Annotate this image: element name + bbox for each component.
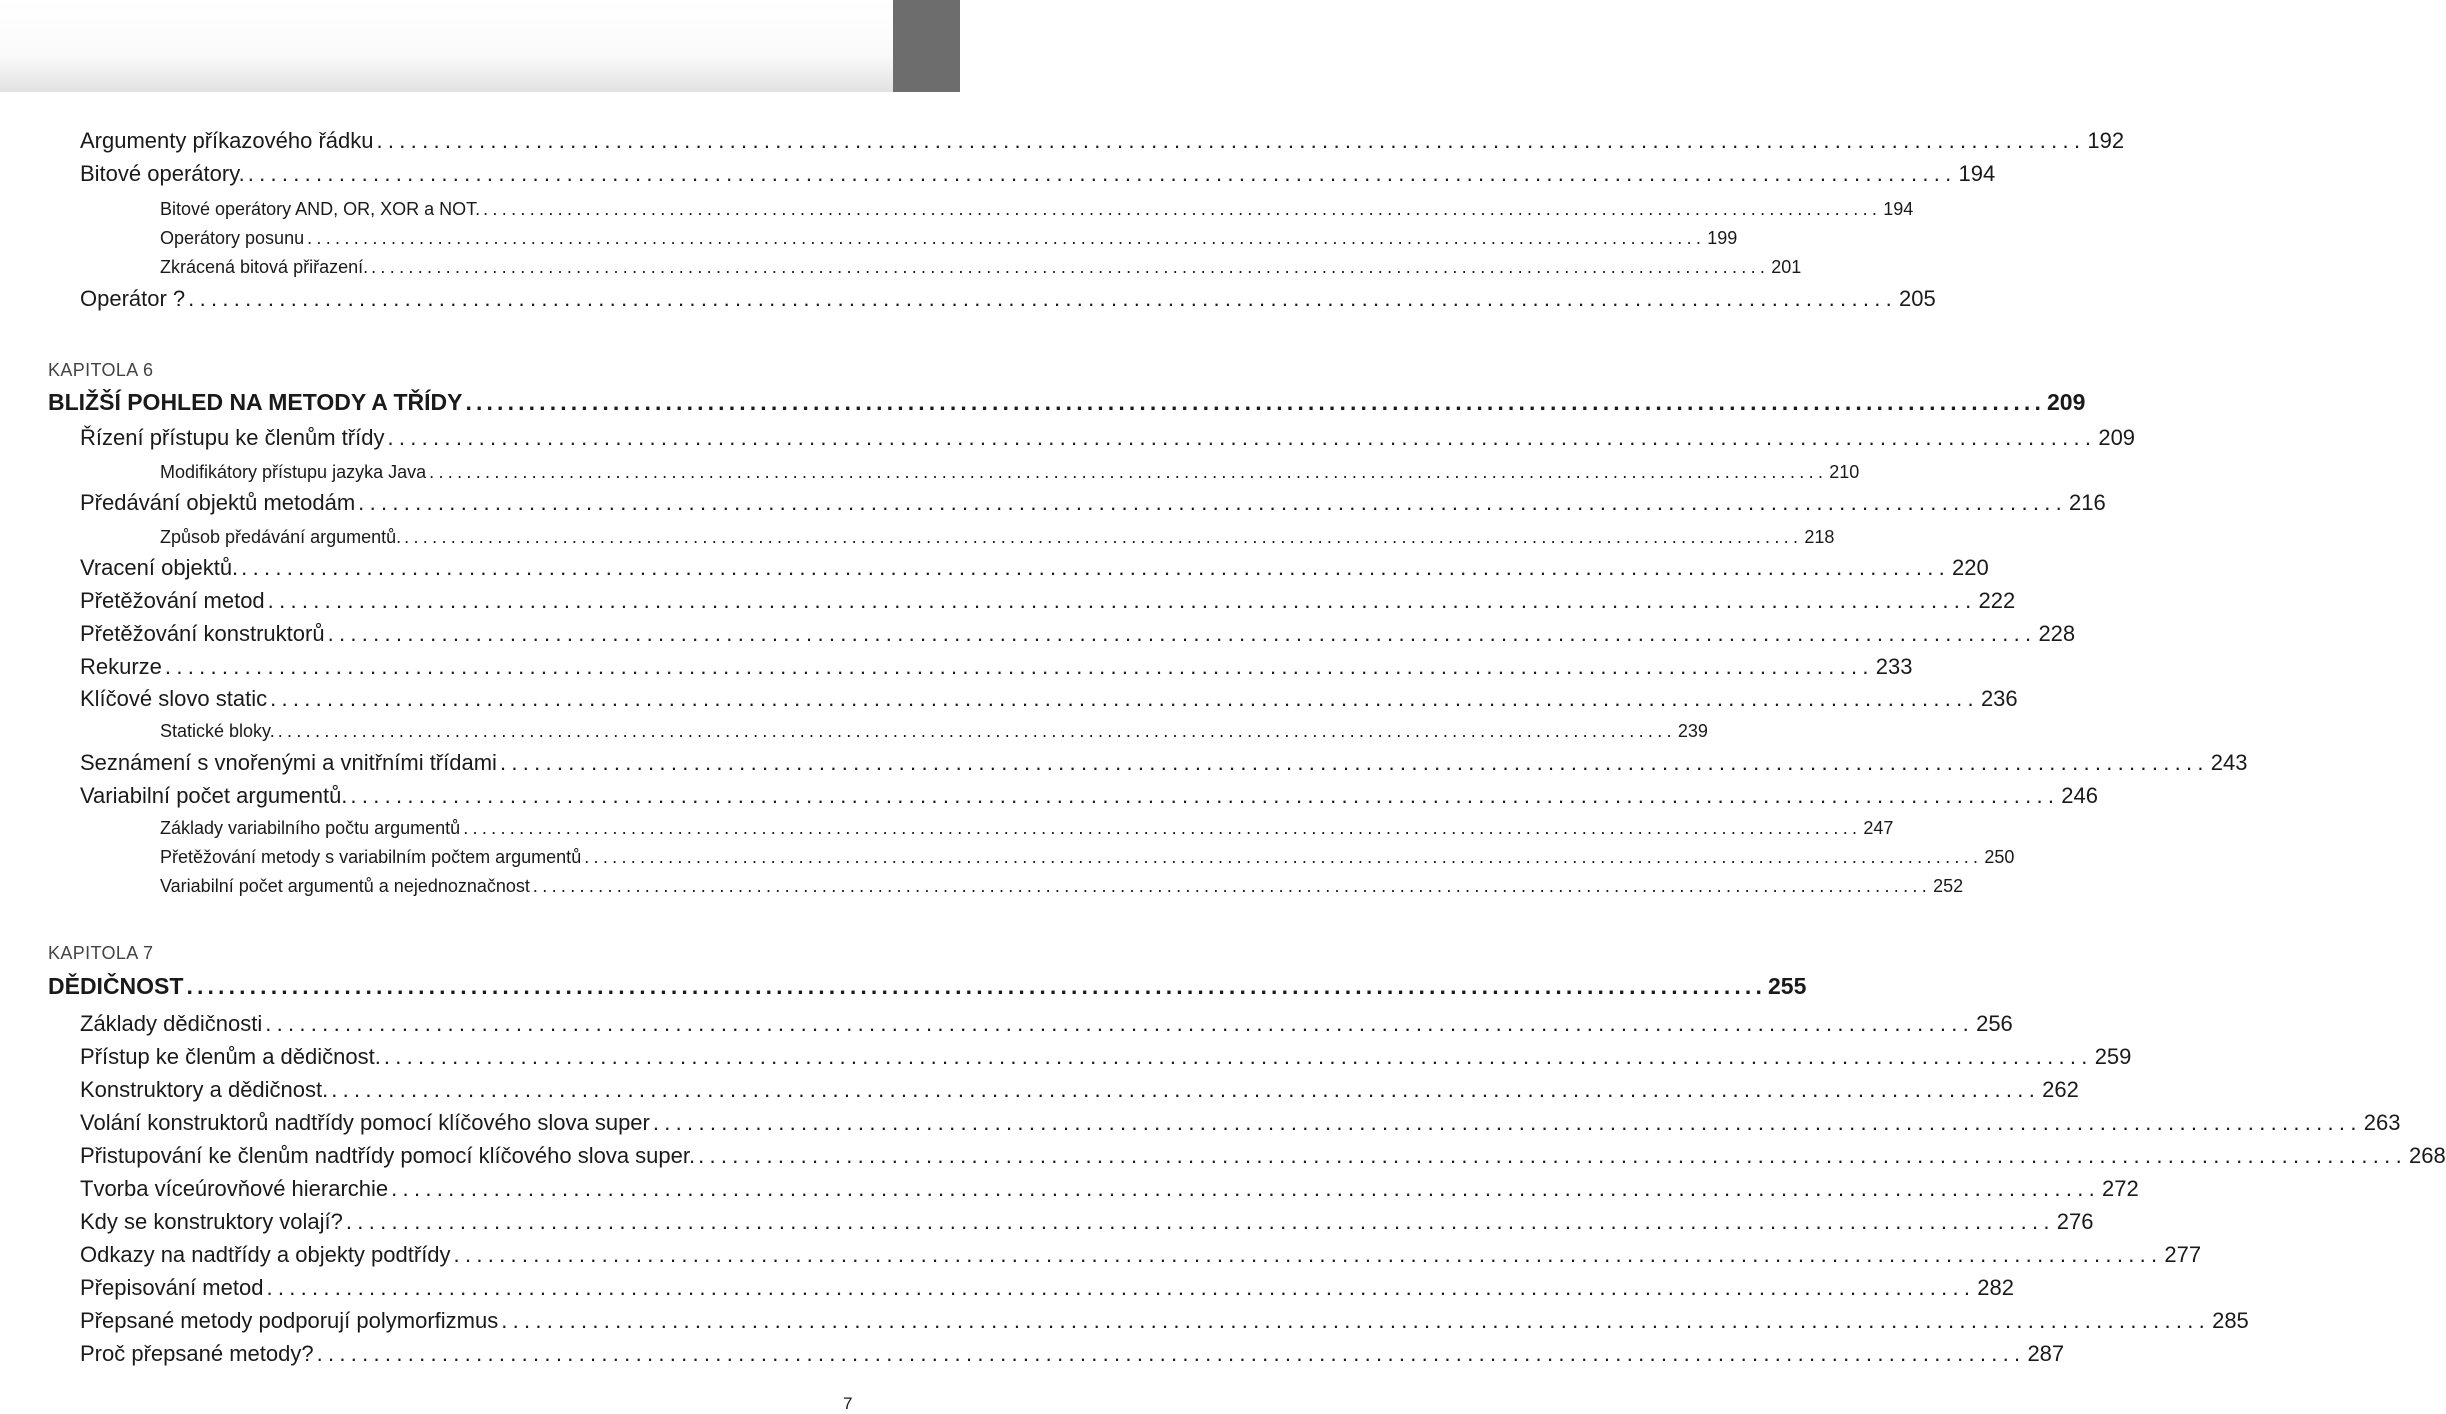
toc-entry-page: 216 — [2069, 490, 2106, 515]
toc-entry-page: 194 — [1883, 199, 1914, 219]
page-header-band — [0, 0, 960, 92]
toc-entry[interactable] — [80, 425, 2136, 451]
dot-leader: ...................................................................................................................................................... — [584, 847, 1983, 867]
dot-leader: ...................................................................................................................................................... — [501, 1308, 2211, 1333]
toc-entry-page: 201 — [1771, 257, 1802, 277]
toc-entry-title: Tvorba víceúrovňové hierarchie — [80, 1176, 389, 1201]
toc-entry-title: Statické bloky. — [160, 721, 275, 741]
toc-entry[interactable] — [80, 1176, 2139, 1202]
toc-subentry[interactable] — [160, 876, 1964, 897]
toc-subentry[interactable] — [160, 228, 1738, 249]
dot-leader: ...................................................................................................................................................... — [429, 462, 1828, 482]
toc-entry-title: Rekurze — [80, 654, 162, 679]
toc-subentry[interactable] — [160, 199, 1914, 220]
toc-entry[interactable] — [80, 654, 1913, 680]
toc-entry[interactable] — [80, 1308, 2249, 1334]
toc-entry[interactable] — [80, 1341, 2065, 1367]
dot-leader: ...................................................................................................................................................... — [316, 1341, 2026, 1366]
toc-entry-page: 220 — [1952, 555, 1989, 580]
toc-entry-title: Řízení přístupu ke členům třídy — [80, 425, 385, 450]
toc-entry-title: Variabilní počet argumentů a nejednoznačnost — [160, 876, 530, 896]
toc-entry[interactable] — [80, 783, 2098, 809]
dot-leader: ...................................................................................................................................................... — [453, 1242, 2163, 1267]
toc-entry-title: Bitové operátory. — [80, 161, 245, 186]
toc-entry-page: 205 — [1899, 286, 1936, 311]
toc-entry-title: Modifikátory přístupu jazyka Java — [160, 462, 427, 482]
dot-leader: ...................................................................................................................................................... — [331, 1077, 2041, 1102]
toc-entry-page: 247 — [1863, 818, 1894, 838]
toc-entry-title: Proč přepsané metody? — [80, 1341, 314, 1366]
dot-leader: ...................................................................................................................................................... — [164, 654, 1874, 679]
dot-leader: ...................................................................................................................................................... — [266, 1275, 1976, 1300]
chapter-title-entry[interactable] — [48, 389, 2086, 416]
toc-entry-title: Základy variabilního počtu argumentů — [160, 818, 461, 838]
toc-entry[interactable] — [80, 750, 2248, 776]
dot-leader: ...................................................................................................................................................... — [327, 621, 2037, 646]
toc-entry-title: Zkrácená bitová přiřazení. — [160, 257, 369, 277]
toc-entry-page: 199 — [1707, 228, 1738, 248]
toc-entry[interactable] — [80, 128, 2125, 154]
toc-entry[interactable] — [80, 1011, 2013, 1037]
toc-entry-page: 228 — [2038, 621, 2076, 646]
toc-entry-title: Způsob předávání argumentů. — [160, 527, 402, 547]
toc-subentry[interactable] — [160, 462, 1860, 483]
toc-entry-title: Bitové operátory AND, OR, XOR a NOT. — [160, 199, 481, 219]
dot-leader: ...................................................................................................................................................... — [358, 490, 2068, 515]
toc-entry-page: 246 — [2061, 783, 2098, 808]
chapter-page: 209 — [2046, 389, 2086, 415]
toc-entry-page: 263 — [2363, 1110, 2401, 1135]
toc-entry-page: 282 — [1977, 1275, 2015, 1300]
dot-leader: ...................................................................................................................................................... — [499, 750, 2209, 775]
dot-leader: ...................................................................................................................................................... — [463, 818, 1862, 838]
toc-entry-title: Přetěžování konstruktorů — [80, 621, 325, 646]
dot-leader: ...................................................................................................................................................... — [265, 1011, 1975, 1036]
toc-entry[interactable] — [80, 1242, 2202, 1268]
dot-leader: ...................................................................................................................................................... — [376, 128, 2086, 153]
dot-leader: ...................................................................................................................................................... — [247, 161, 1957, 186]
toc-entry-page: 209 — [2098, 425, 2136, 450]
dot-leader: ...................................................................................................................................................... — [307, 228, 1706, 248]
toc-entry-title: Klíčové slovo static — [80, 686, 268, 711]
dot-leader: ...................................................................................................................................................... — [698, 1143, 2407, 1168]
dot-leader: ...................................................................................................................................................... — [391, 1176, 2101, 1201]
dot-leader: ...................................................................................................................................................... — [483, 199, 1882, 219]
dot-leader: ...................................................................................................................................................... — [345, 1209, 2055, 1234]
toc-entry-title: Konstruktory a dědičnost. — [80, 1077, 329, 1102]
toc-subentry[interactable] — [160, 847, 2015, 868]
dot-leader: ...................................................................................................................................................... — [277, 721, 1676, 741]
dot-leader: ...................................................................................................................................................... — [387, 425, 2097, 450]
toc-entry[interactable] — [80, 1077, 2079, 1103]
toc-entry[interactable] — [80, 1110, 2401, 1136]
toc-entry[interactable] — [80, 588, 2016, 614]
toc-entry-page: 287 — [2027, 1341, 2065, 1366]
toc-entry-page: 256 — [1976, 1011, 2013, 1036]
toc-entry-title: Seznámení s vnořenými a vnitřními třídami — [80, 750, 497, 775]
toc-entry-title: Volání konstruktorů nadtřídy pomocí klíčového slova super — [80, 1110, 650, 1135]
toc-entry-page: 268 — [2408, 1143, 2446, 1168]
toc-entry-title: Operátor ? — [80, 286, 186, 311]
toc-entry-page: 276 — [2056, 1209, 2094, 1234]
dot-leader: ...................................................................................................................................................... — [241, 555, 1951, 580]
toc-entry[interactable] — [80, 1044, 2132, 1070]
toc-entry-title: Přepsané metody podporují polymorfizmus — [80, 1308, 499, 1333]
dot-leader: ...................................................................................................................................................... — [371, 257, 1770, 277]
corner-thumb-tab — [893, 0, 960, 92]
toc-entry[interactable] — [80, 1209, 2094, 1235]
toc-entry-title: Operátory posunu — [160, 228, 305, 248]
page-number: 7 — [843, 1394, 853, 1413]
toc-entry-page: 233 — [1875, 654, 1913, 679]
toc-entry-page: 259 — [2094, 1044, 2132, 1069]
dot-leader: ...................................................................................................................................................... — [350, 783, 2060, 808]
toc-subentry[interactable] — [160, 818, 1894, 839]
toc-entry[interactable] — [80, 1143, 2446, 1169]
dot-leader: ...................................................................................................................................................... — [532, 876, 1932, 896]
chapter-label: KAPITOLA 6 — [48, 360, 154, 380]
toc-entry-title: Přistupování ke členům nadtřídy pomocí klíčového slova super. — [80, 1143, 696, 1168]
toc-entry[interactable] — [80, 161, 1996, 187]
toc-entry-title: Odkazy na nadtřídy a objekty podtřídy — [80, 1242, 451, 1267]
dot-leader: ...................................................................................................................................................... — [404, 527, 1803, 547]
toc-entry-page: 236 — [1980, 686, 2018, 711]
toc-entry-page: 194 — [1958, 161, 1996, 186]
toc-entry-title: Přístup ke členům a dědičnost. — [80, 1044, 381, 1069]
toc-entry-title: Předávání objektů metodám — [80, 490, 356, 515]
toc-entry[interactable] — [80, 490, 2106, 516]
toc-subentry[interactable] — [160, 721, 1708, 742]
toc-subentry[interactable] — [160, 527, 1835, 548]
chapter-label: KAPITOLA 7 — [48, 943, 154, 963]
toc-entry-page: 222 — [1978, 588, 2016, 613]
dot-leader: ...................................................................................................................................................... — [383, 1044, 2093, 1069]
toc-entry-title: Argumenty příkazového řádku — [80, 128, 374, 153]
toc-entry-title: Přetěžování metody s variabilním počtem argumentů — [160, 847, 582, 867]
toc-entry-page: 243 — [2210, 750, 2248, 775]
toc-entry-page: 277 — [2164, 1242, 2202, 1267]
dot-leader: ...................................................................................................................................................... — [652, 1110, 2362, 1135]
toc-entry-title: Variabilní počet argumentů. — [80, 783, 348, 808]
dot-leader: ...................................................................................................................................................... — [267, 588, 1977, 613]
toc-entry-page: 272 — [2102, 1176, 2139, 1201]
dot-leader: ...................................................................................................................................................... — [188, 286, 1898, 311]
toc-entry[interactable] — [80, 621, 2076, 647]
toc-entry-title: Přepisování metod — [80, 1275, 264, 1300]
toc-entry-title: Kdy se konstruktory volají? — [80, 1209, 343, 1234]
toc-entry-page: 262 — [2042, 1077, 2079, 1102]
toc-entry-page: 218 — [1804, 527, 1835, 547]
dot-leader: ...................................................................................................................................................... — [270, 686, 1979, 711]
chapter-title-entry[interactable] — [48, 973, 1807, 1000]
toc-entry-page: 250 — [1984, 847, 2015, 867]
dot-leader: ...................................................................................................................................................... — [186, 973, 1766, 999]
chapter-page: 255 — [1767, 973, 1807, 999]
toc-entry-title: Vracení objektů. — [80, 555, 239, 580]
toc-entry-title: Základy dědičnosti — [80, 1011, 263, 1036]
chapter-title: BLIŽŠÍ POHLED NA METODY A TŘÍDY — [48, 389, 463, 415]
dot-leader: ...................................................................................................................................................... — [465, 389, 2045, 415]
toc-subentry[interactable] — [160, 257, 1802, 278]
toc-entry-title: Přetěžování metod — [80, 588, 265, 613]
toc-entry[interactable] — [80, 286, 1936, 312]
toc-entry-page: 210 — [1829, 462, 1860, 482]
toc-entry-page: 239 — [1677, 721, 1708, 741]
toc-entry-page: 192 — [2087, 128, 2125, 153]
toc-entry-page: 252 — [1933, 876, 1964, 896]
toc-entry[interactable] — [80, 555, 1989, 581]
toc-entry[interactable] — [80, 1275, 2015, 1301]
toc-entry[interactable] — [80, 686, 2018, 712]
chapter-title: DĚDIČNOST — [48, 973, 184, 999]
toc-entry-page: 285 — [2212, 1308, 2249, 1333]
